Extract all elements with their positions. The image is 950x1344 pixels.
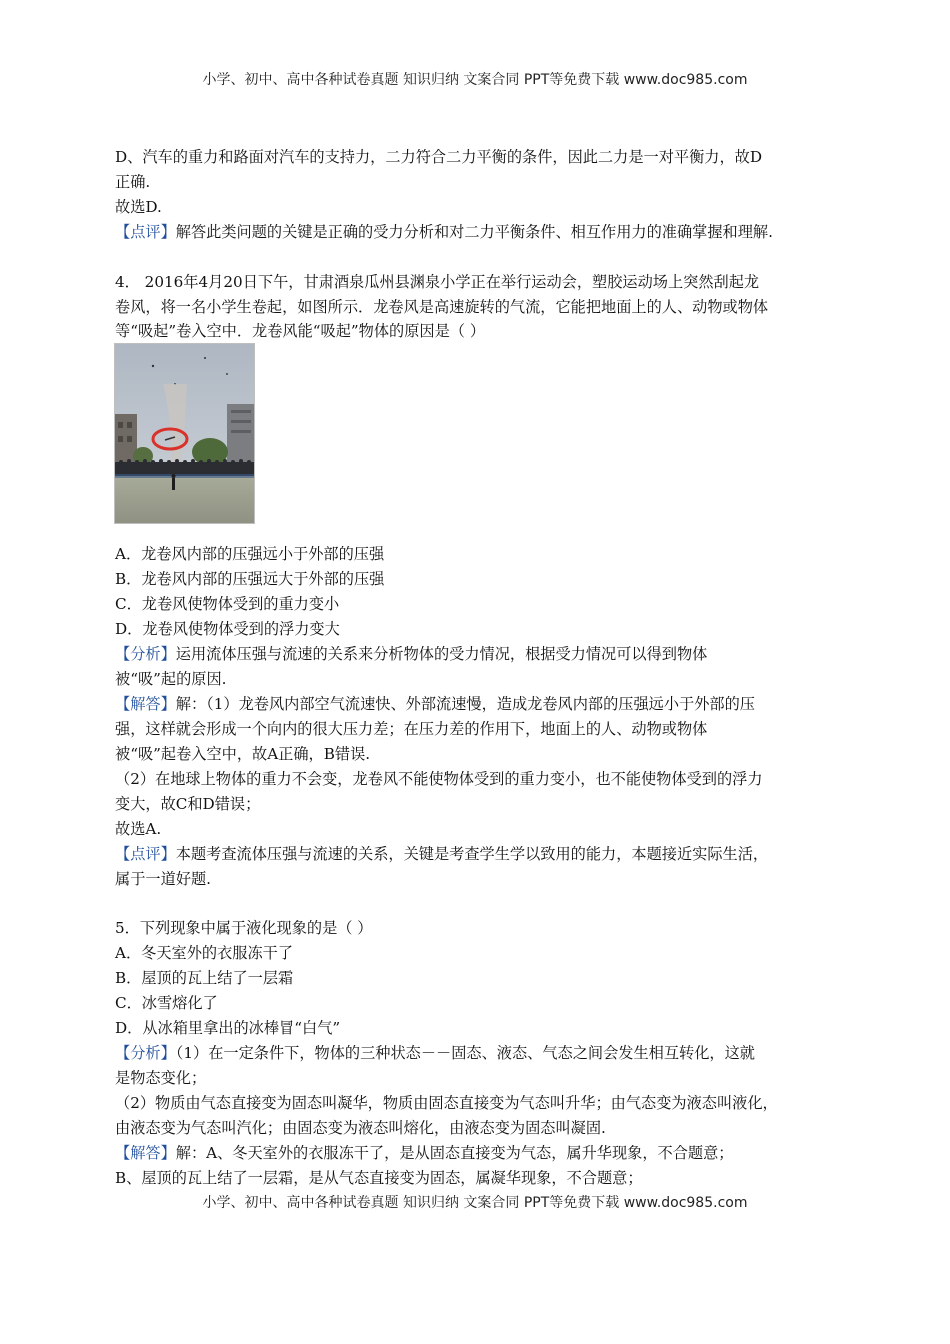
tornado-photo (114, 343, 255, 524)
q5-option-b: B．屋顶的瓦上结了一层霜 (115, 969, 294, 987)
q5-analysis-text: （1）在一定条件下，物体的三种状态－－固态、液态、气态之间会发生相互转化，这就 (175, 1044, 755, 1062)
q4-option-d: D．龙卷风使物体受到的浮力变大 (115, 620, 340, 638)
q4-answer-line1 (115, 694, 755, 714)
q4-option-c: C．龙卷风使物体受到的重力变小 (115, 595, 340, 613)
page-header: 小学、初中、高中各种试卷真题 知识归纳 文案合同 PPT等免费下载 www.doc985.com (202, 72, 748, 88)
q3-comment (115, 222, 773, 242)
q4-option-a: A．龙卷风内部的压强远小于外部的压强 (115, 545, 385, 563)
analysis-tag: 【分析】 (115, 1044, 176, 1062)
q4-answer-text: 解：（1）龙卷风内部空气流速快、外部流速慢，造成龙卷风内部的压强远小于外部的压 (175, 695, 755, 713)
q5-option-d: D．从冰箱里拿出的冰棒冒“白气” (115, 1019, 341, 1037)
q4-comment-line1 (115, 844, 768, 864)
q4-choose: 故选A. (115, 820, 162, 838)
q4-option-b: B．龙卷风内部的压强远大于外部的压强 (115, 570, 385, 588)
q5-option-c: C．冰雪熔化了 (115, 994, 218, 1012)
q4-stem-line2: 卷风，将一名小学生卷起，如图所示．龙卷风是高速旋转的气流，它能把地面上的人、动物或物体 (115, 298, 769, 316)
answer-tag: 【解答】 (115, 1144, 176, 1162)
q5-option-a: A．冬天室外的衣服冻干了 (115, 944, 294, 962)
analysis-tag: 【分析】 (115, 645, 176, 663)
q4-stem-line1: 4． 2016年4月20日下午，甘肃酒泉瓜州县渊泉小学正在举行运动会，塑胶运动场上突然刮起龙 (115, 273, 760, 291)
q4-answer-line4: （2）在地球上物体的重力不会变，龙卷风不能使物体受到的重力变小，也不能使物体受到的浮力 (115, 770, 763, 788)
q5-analysis-line3: （2）物质由气态直接变为固态叫凝华，物质由固态直接变为气态叫升华；由气态变为液态叫液化， (115, 1094, 778, 1112)
q4-analysis-line1 (115, 644, 707, 664)
q4-analysis-text: 运用流体压强与流速的关系来分析物体的受力情况，根据受力情况可以得到物体 (175, 645, 708, 663)
q5-answer-text: 解：A、冬天室外的衣服冻干了，是从固态直接变为气态，属升华现象，不合题意； (175, 1144, 734, 1162)
page-footer: 小学、初中、高中各种试卷真题 知识归纳 文案合同 PPT等免费下载 www.doc985.com (202, 1195, 748, 1211)
q3-option-d-line2: 正确. (115, 173, 151, 191)
q4-answer-line2: 强，这样就会形成一个向内的很大压力差；在压力差的作用下，地面上的人、动物或物体 (115, 720, 708, 738)
q5-analysis-line4: 由液态变为气态叫汽化；由固态变为液态叫熔化，由液态变为固态叫凝固. (115, 1119, 606, 1137)
q5-analysis-line1 (115, 1043, 755, 1063)
q5-analysis-line2: 是物态变化； (115, 1069, 207, 1087)
q3-comment-text: 解答此类问题的关键是正确的受力分析和对二力平衡条件、相互作用力的准确掌握和理解. (175, 223, 773, 241)
answer-tag: 【解答】 (115, 695, 176, 713)
q5-stem: 5．下列现象中属于液化现象的是（ ） (115, 919, 373, 937)
q3-option-d-line1: D、汽车的重力和路面对汽车的支持力，二力符合二力平衡的条件，因此二力是一对平衡力，故D (115, 148, 763, 166)
comment-tag: 【点评】 (115, 223, 176, 241)
q4-stem-line3: 等“吸起”卷入空中．龙卷风能“吸起”物体的原因是（ ） (115, 322, 486, 340)
q4-answer-line5: 变大，故C和D错误； (115, 795, 261, 813)
q5-answer-line2: B、屋顶的瓦上结了一层霜，是从气态直接变为固态，属凝华现象，不合题意； (115, 1169, 643, 1187)
q4-comment-text: 本题考查流体压强与流速的关系，关键是考查学生学以致用的能力，本题接近实际生活， (175, 845, 769, 863)
q5-answer-line1 (115, 1143, 733, 1163)
comment-tag: 【点评】 (115, 845, 176, 863)
q4-answer-line3: 被“吸”起卷入空中，故A正确，B错误. (115, 745, 371, 763)
q3-choose: 故选D. (115, 198, 162, 216)
q4-analysis-line2: 被“吸”起的原因. (115, 670, 227, 688)
q4-comment-line2: 属于一道好题. (115, 870, 211, 888)
